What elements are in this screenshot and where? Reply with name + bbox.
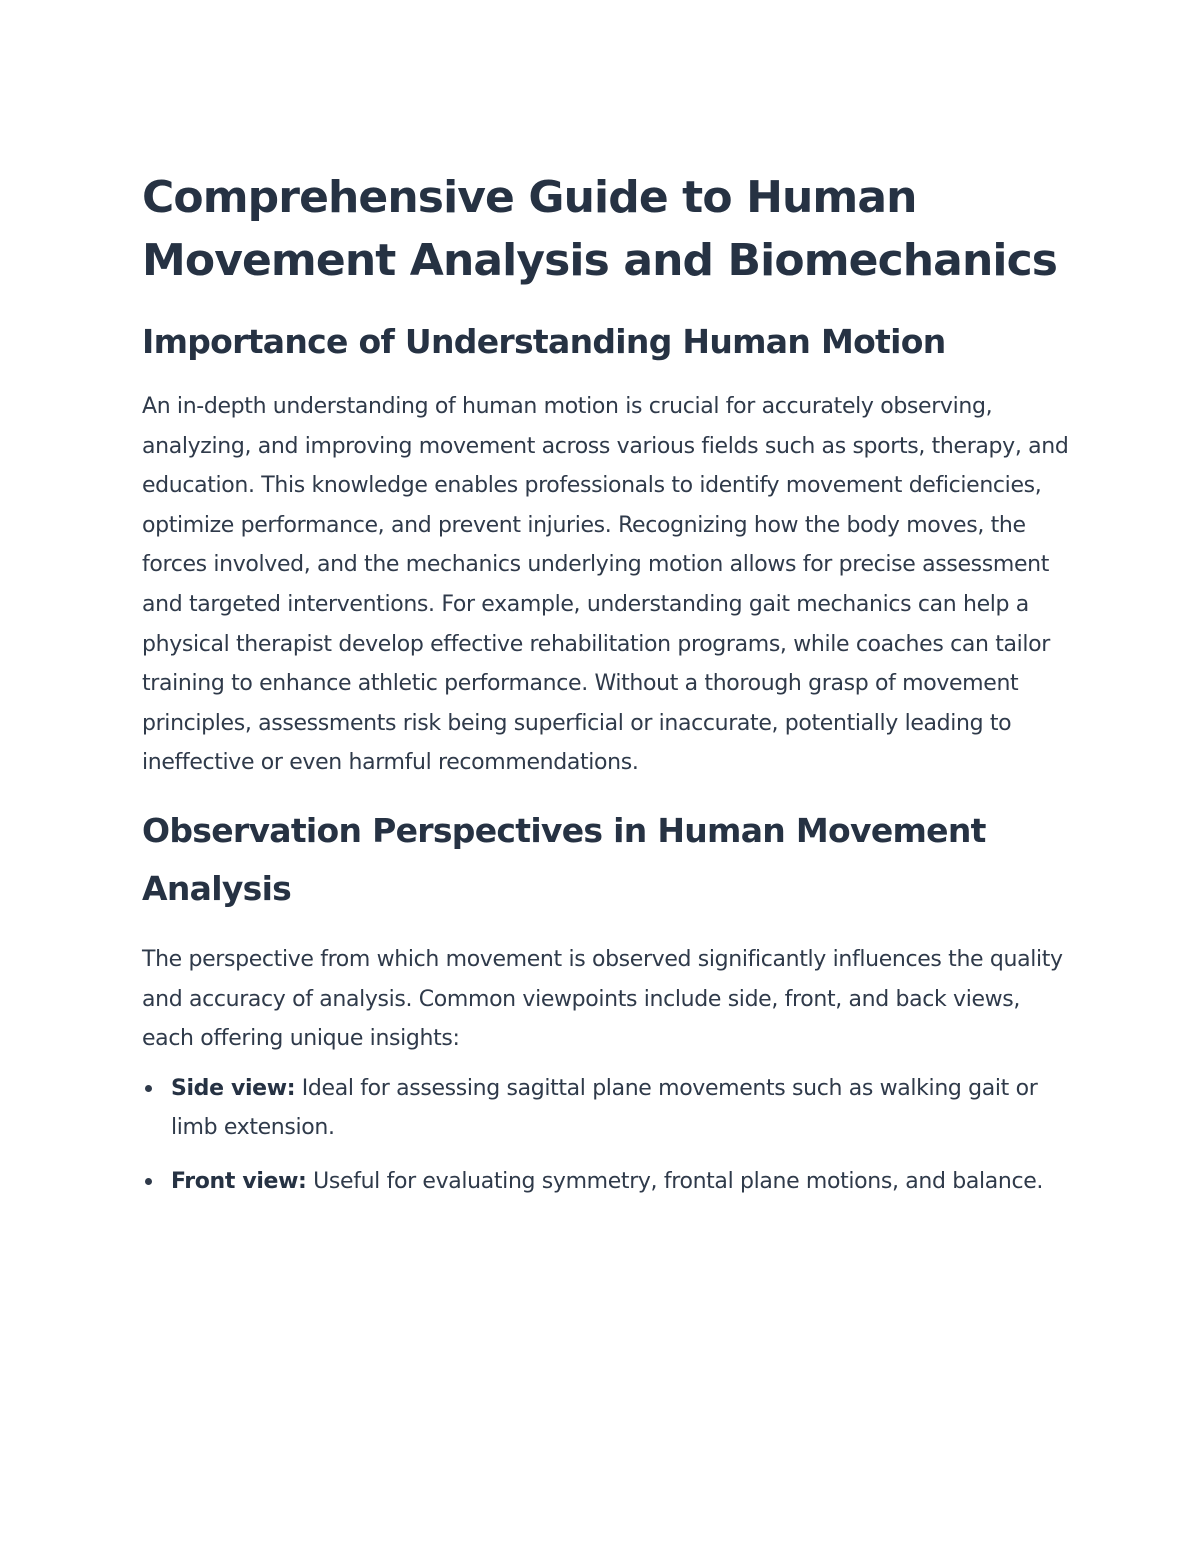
list-item-text: Useful for evaluating symmetry, frontal plane motions, and balance. (306, 1168, 1044, 1194)
section-paragraph-importance: An in-depth understanding of human motion is crucial for accurately observing, analyzing, and improving movement across various fields such as sports, therapy, and education. This knowledge enables professionals to identify movement deficiencies, optimize performance, and prevent injuries. Recognizing how the body moves, the forces involved, and the mechanics underlying motion allows for precise assessment and targeted interventions. For example, understanding gait mechanics can help a physical therapist develop effective rehabilitation programs, while coaches can tailor training to enhance athletic performance. Without a thorough grasp of movement principles, assessments risk being superficial or inaccurate, potentially leading to ineffective or even harmful recommendations. (142, 394, 1069, 776)
list-item (142, 1162, 1072, 1202)
list-item-term: Front view: (171, 1168, 307, 1194)
bullet-icon (145, 1178, 152, 1185)
list-item (142, 1069, 1072, 1148)
perspectives-list (142, 1069, 1072, 1202)
list-item-text: Ideal for assessing sagittal plane movements such as walking gait or limb extension. (171, 1075, 1038, 1141)
list-item-term: Side view: (171, 1075, 296, 1101)
section-paragraph-perspectives: The perspective from which movement is observed significantly influences the quality and accuracy of analysis. Common viewpoints include side, front, and back views, each offering unique insights: (142, 946, 1063, 1052)
section-heading-importance: Importance of Understanding Human Motion (142, 322, 946, 361)
section-heading-perspectives: Observation Perspectives in Human Movement Analysis (142, 810, 986, 908)
document-title: Comprehensive Guide to Human Movement Analysis and Biomechanics (142, 172, 1058, 286)
document-page (142, 166, 1072, 1216)
bullet-icon (145, 1085, 152, 1092)
